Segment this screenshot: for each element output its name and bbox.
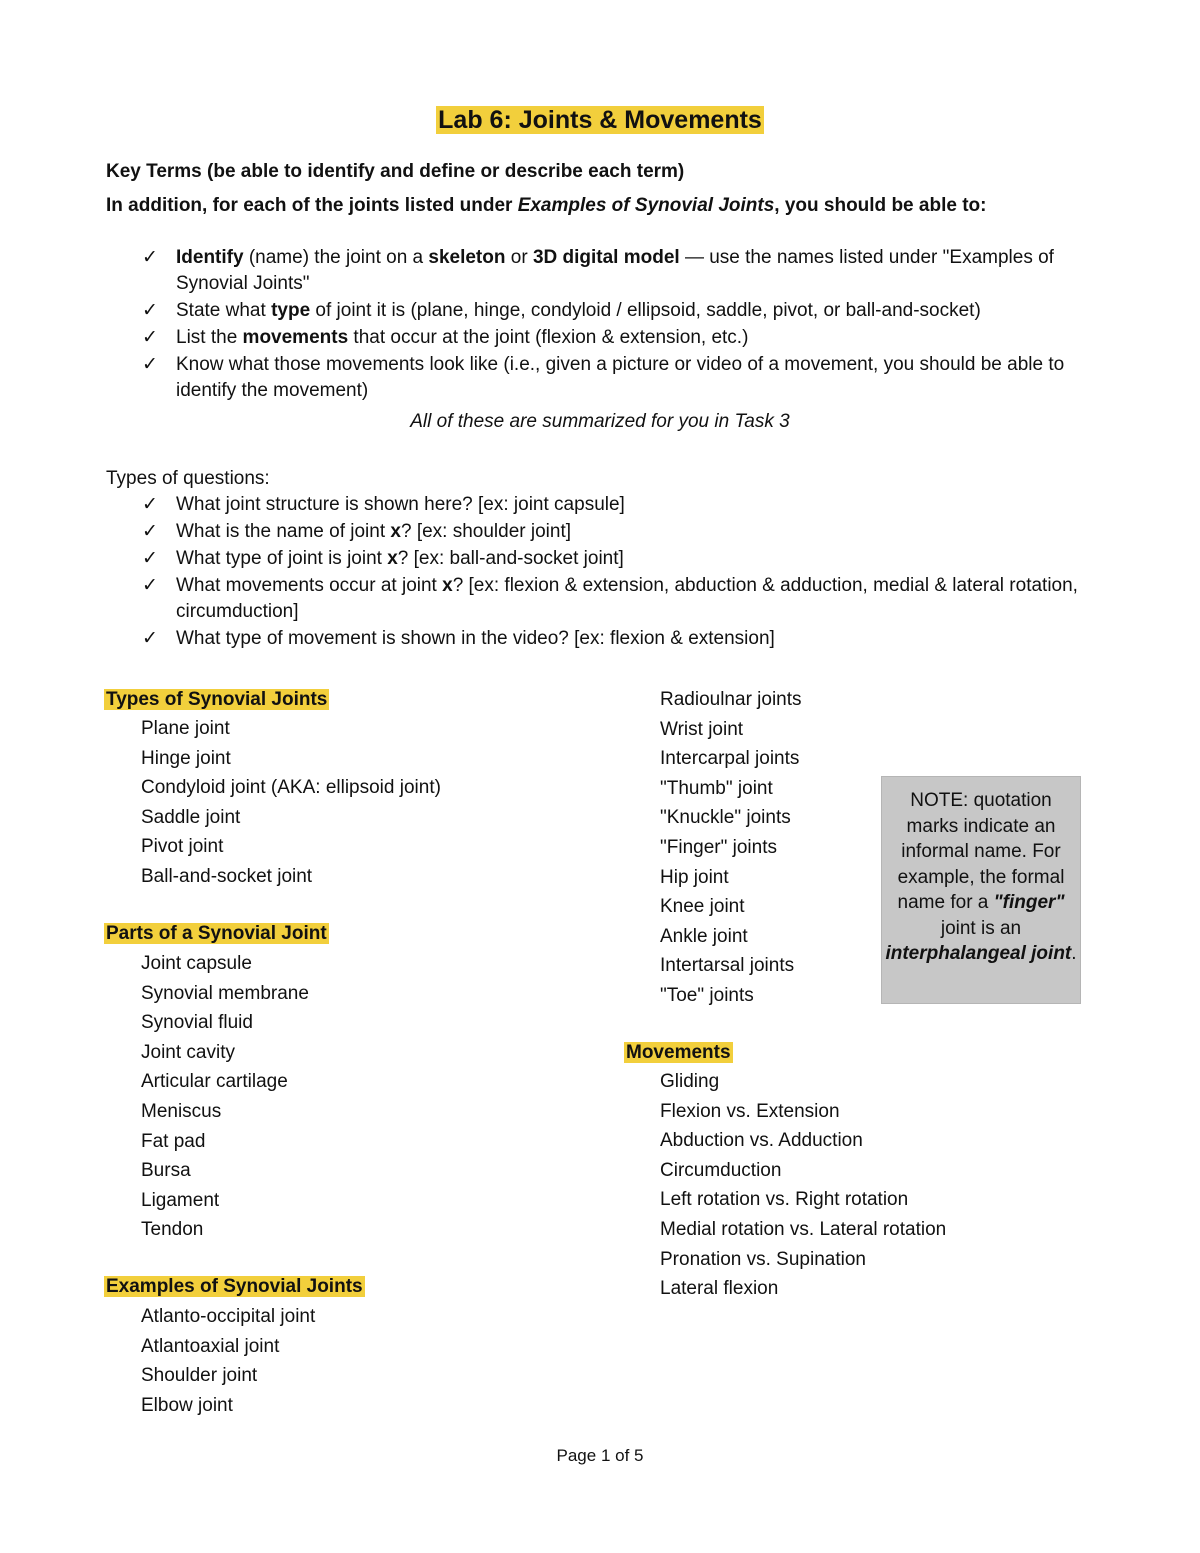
list-item: Fat pad — [141, 1130, 206, 1152]
list-item: Lateral flexion — [660, 1278, 779, 1300]
list-item: Radioulnar joints — [660, 689, 802, 710]
addition-paragraph: In addition, for each of the joints listed under Examples of Synovial Joints, you should be able to: — [106, 195, 987, 216]
list-item: Intercarpal joints — [660, 748, 800, 770]
list-item: Abduction vs. Adduction — [660, 1130, 863, 1152]
list-item: Condyloid joint (AKA: ellipsoid joint) — [141, 777, 441, 799]
question-item: ✓ What movements occur at joint x? [ex: flexion & extension, abduction & adduction, medial & lateral rotation, circumduction] — [142, 575, 1078, 622]
key-terms-heading: Key Terms (be able to identify and define or describe each term) — [106, 161, 685, 182]
summary-note: All of these are summarized for you in Task 3 — [410, 411, 790, 432]
question-item: ✓ What type of movement is shown in the video? [ex: flexion & extension] — [106, 626, 1096, 652]
checkmark-icon: ✓ — [142, 300, 158, 321]
list-item: Articular cartilage — [141, 1071, 288, 1093]
parts-of-synovial-joint-list — [141, 949, 309, 1245]
movements-list — [660, 1067, 946, 1304]
examples-of-synovial-joints-heading: Examples of Synovial Joints — [106, 1276, 363, 1297]
requirement-item: ✓ List the movements that occur at the joint (flexion & extension, etc.) — [106, 325, 1096, 351]
list-item: Hip joint — [660, 866, 729, 888]
list-item: Flexion vs. Extension — [660, 1100, 840, 1122]
checkmark-icon: ✓ — [142, 354, 158, 375]
list-item: Bursa — [141, 1160, 191, 1182]
list-item: Joint cavity — [141, 1041, 235, 1063]
list-item: Elbow joint — [141, 1394, 233, 1416]
list-item: Atlantoaxial joint — [141, 1335, 280, 1357]
list-item: Knee joint — [660, 896, 745, 918]
list-item: Tendon — [141, 1219, 204, 1241]
parts-of-synovial-joint-heading: Parts of a Synovial Joint — [106, 923, 327, 944]
list-item: Ligament — [141, 1189, 220, 1211]
question-types-list — [106, 492, 1096, 653]
list-item: Ankle joint — [660, 925, 748, 947]
list-item: Ball-and-socket joint — [141, 865, 313, 887]
list-item: Plane joint — [141, 718, 230, 739]
list-item: Medial rotation vs. Lateral rotation — [660, 1218, 947, 1240]
list-item: Meniscus — [141, 1100, 222, 1122]
requirements-list — [106, 245, 1096, 405]
types-of-synovial-joints-heading: Types of Synovial Joints — [106, 689, 328, 710]
movements-heading: Movements — [626, 1042, 731, 1063]
requirement-item: ✓ State what type of joint it is (plane, hinge, condyloid / ellipsoid, saddle, pivot, or ball-and-socket) — [106, 298, 1096, 324]
list-item: "Finger" joints — [660, 836, 777, 858]
question-item: ✓ What is the name of joint x? [ex: shoulder joint] — [106, 519, 1096, 545]
list-item: Joint capsule — [141, 953, 252, 974]
requirement-item: ✓ Identify (name) the joint on a skeleton or 3D digital model — use the names listed under "Examples of Synovial Joints" — [142, 247, 1054, 294]
list-item: "Thumb" joint — [660, 777, 773, 799]
checkmark-icon: ✓ — [142, 327, 158, 348]
list-item: "Knuckle" joints — [660, 807, 791, 829]
checkmark-icon: ✓ — [142, 548, 158, 569]
list-item: Synovial membrane — [141, 982, 309, 1004]
list-item: Shoulder joint — [141, 1365, 258, 1387]
checkmark-icon: ✓ — [142, 247, 158, 268]
question-item: ✓ What joint structure is shown here? [ex: joint capsule] — [106, 492, 1096, 518]
list-item: Circumduction — [660, 1159, 782, 1181]
list-item: "Toe" joints — [660, 984, 754, 1006]
list-item: Pronation vs. Supination — [660, 1248, 866, 1270]
note-box: NOTE: quotation marks indicate an informal name. For example, the formal name for a "finger" joint is an interphalangeal joint. — [881, 776, 1081, 1004]
page-number: Page 1 of 5 — [556, 1446, 644, 1465]
question-item: ✓ What type of joint is joint x? [ex: ball-and-socket joint] — [106, 546, 1096, 572]
list-item: Left rotation vs. Right rotation — [660, 1189, 909, 1211]
page-title: Lab 6: Joints & Movements — [438, 106, 762, 134]
checkmark-icon: ✓ — [142, 575, 158, 596]
list-item: Hinge joint — [141, 747, 231, 769]
list-item: Atlanto-occipital joint — [141, 1306, 316, 1327]
checkmark-icon: ✓ — [142, 628, 158, 649]
list-item: Gliding — [660, 1071, 720, 1092]
requirement-item: ✓ Know what those movements look like (i.e., given a picture or video of a movement, you should be able to identify the movement) — [142, 354, 1065, 401]
question-types-heading: Types of questions: — [106, 468, 270, 489]
checkmark-icon: ✓ — [142, 494, 158, 515]
list-item: Synovial fluid — [141, 1012, 253, 1034]
list-item: Pivot joint — [141, 836, 224, 858]
examples-of-synovial-joints-list — [141, 1302, 315, 1420]
list-item: Saddle joint — [141, 806, 241, 828]
examples-of-synovial-joints-continued-list — [660, 685, 802, 1011]
types-of-synovial-joints-list — [141, 714, 441, 892]
list-item: Wrist joint — [660, 718, 744, 740]
checkmark-icon: ✓ — [142, 521, 158, 542]
list-item: Intertarsal joints — [660, 955, 795, 977]
